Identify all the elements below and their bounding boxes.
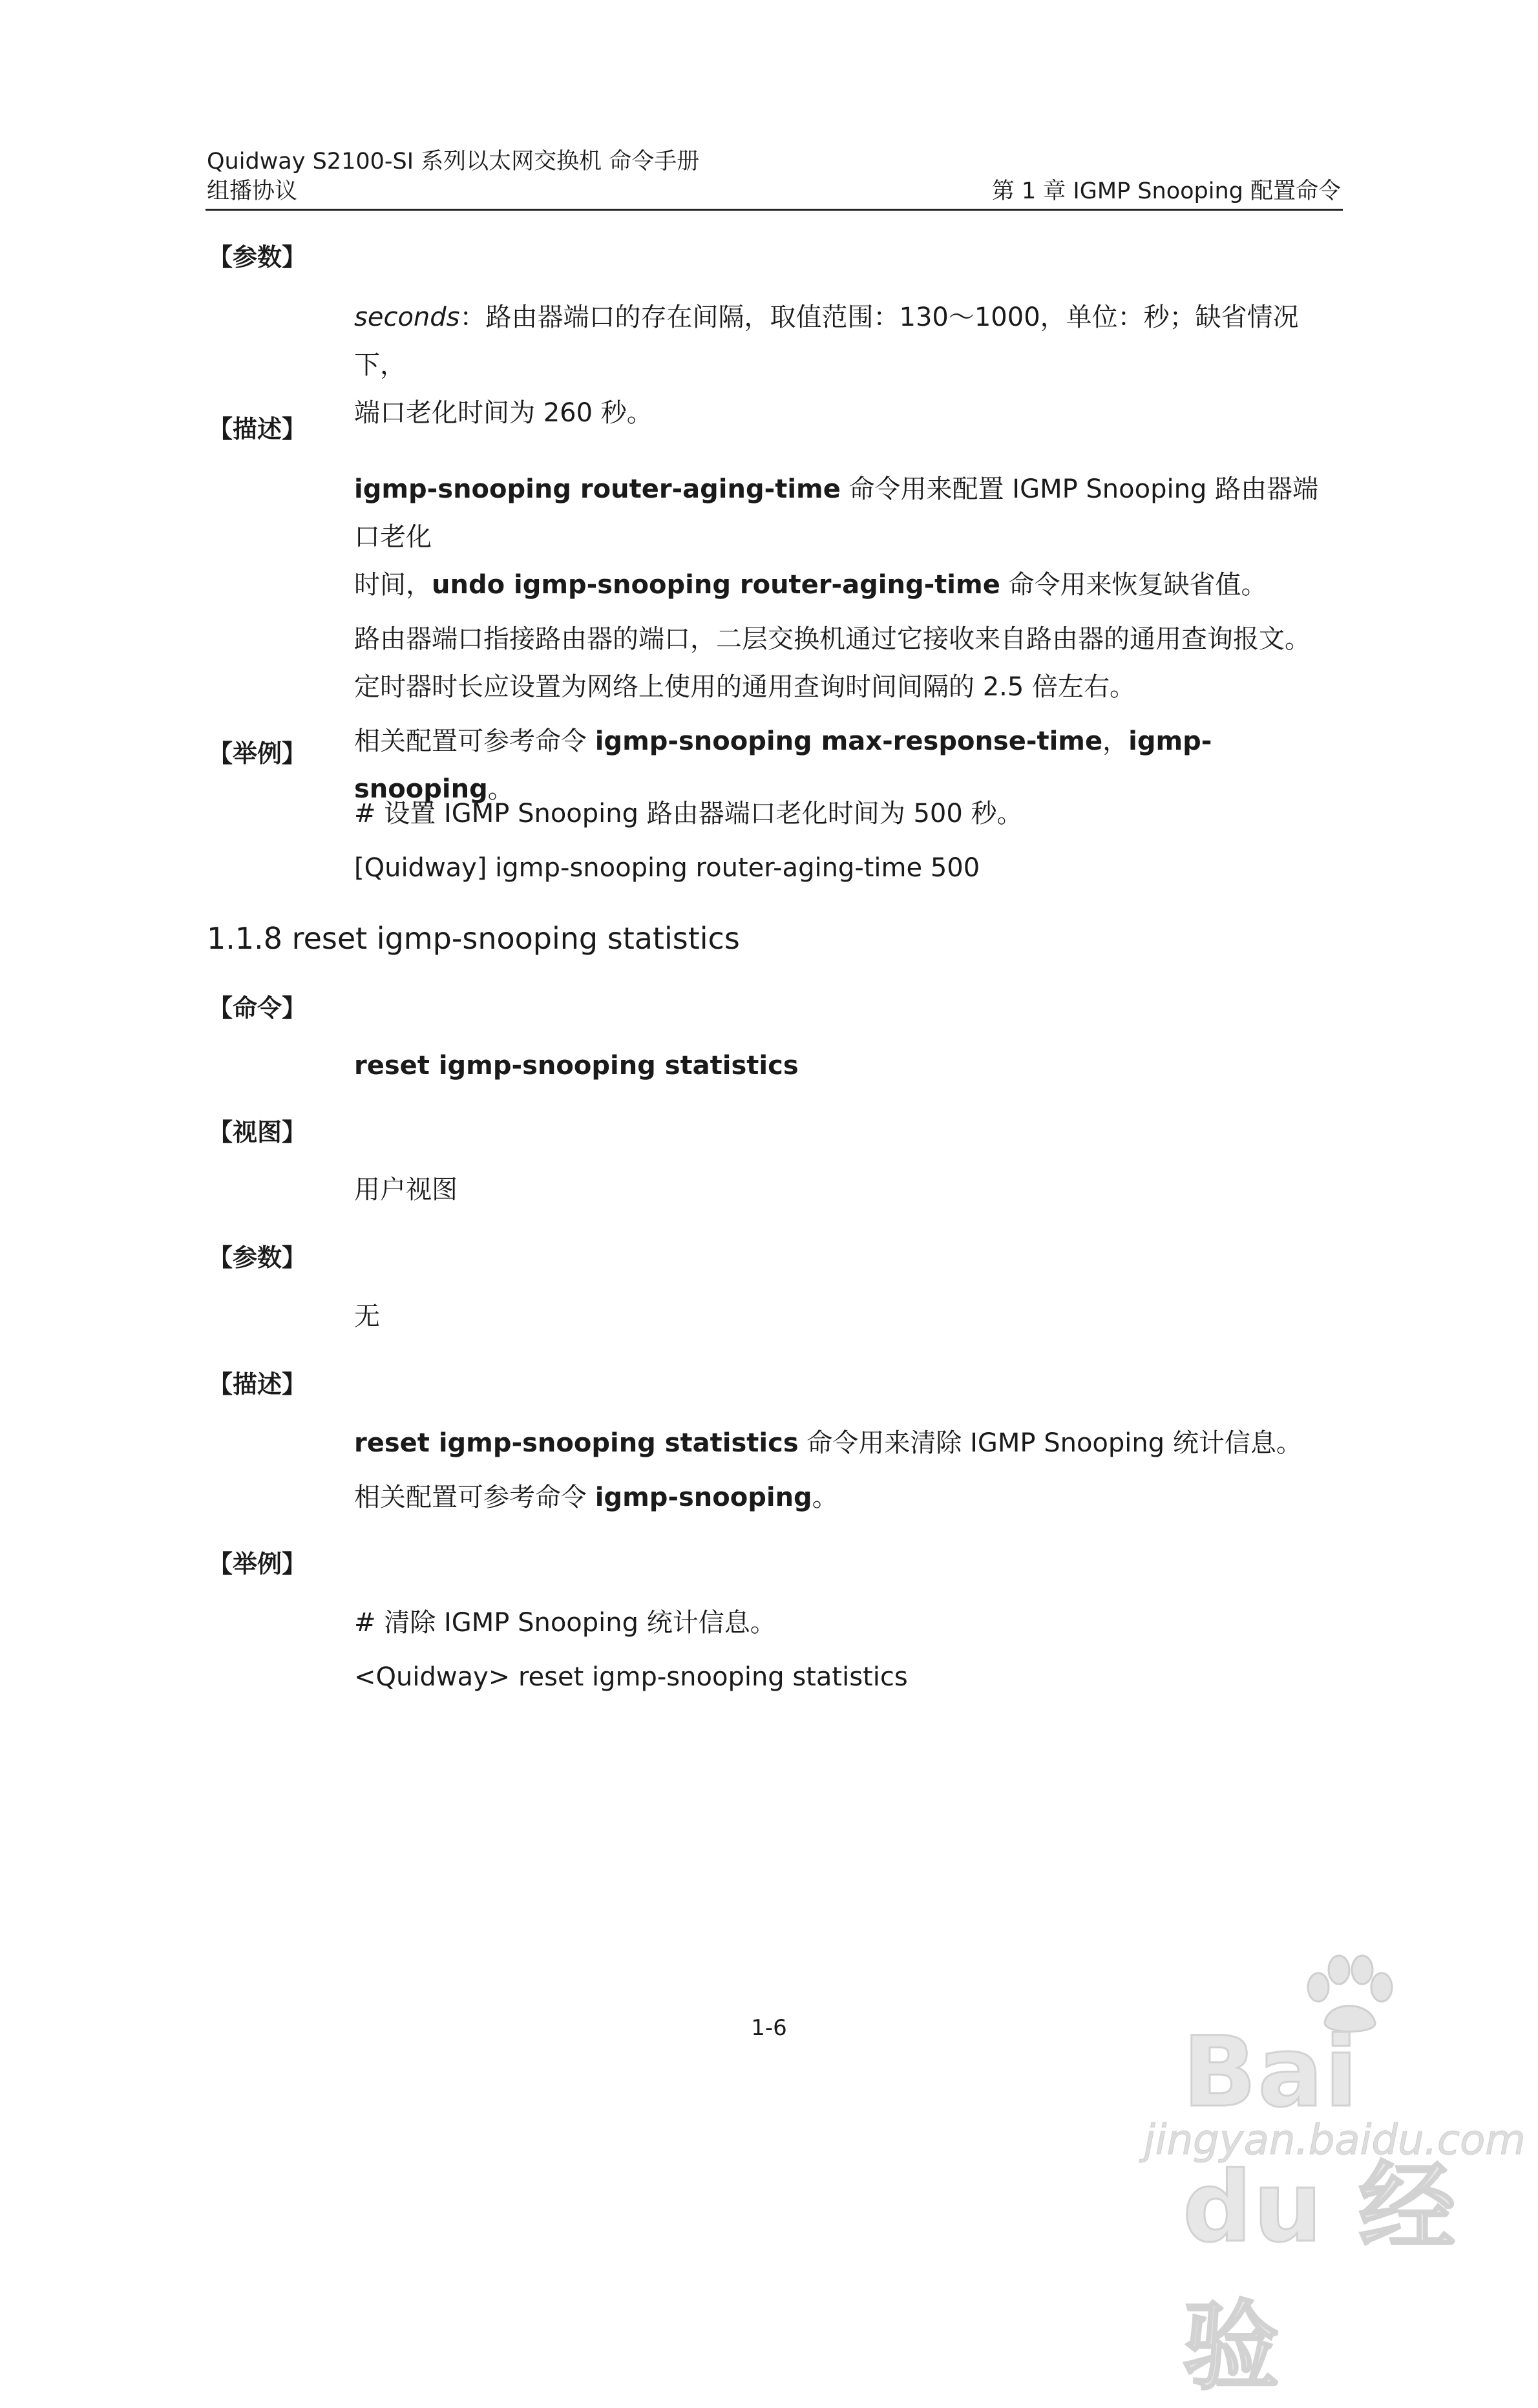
related-text: 相关配置可参考命令 — [354, 1483, 595, 1512]
param-line-2: 端口老化时间为 260 秒。 — [354, 398, 653, 428]
command-syntax — [354, 1042, 1343, 1090]
example-comment: # 设置 IGMP Snooping 路由器端口老化时间为 500 秒。 — [354, 799, 1023, 829]
param-label: 【参数】 — [208, 1243, 307, 1272]
separator: ， — [1102, 726, 1129, 756]
view-label: 【视图】 — [208, 1118, 307, 1146]
example-label: 【举例】 — [208, 1550, 307, 1578]
related-text: 相关配置可参考命令 — [354, 726, 595, 756]
example-comment: # 清除 IGMP Snooping 统计信息。 — [354, 1608, 776, 1638]
description-text: 命令用来配置 IGMP Snooping 路由器端口老化 — [354, 474, 1319, 552]
description-label: 【描述】 — [208, 415, 307, 443]
description-line-1 — [354, 1419, 1343, 1467]
example-block — [354, 790, 1343, 892]
param-term: seconds — [354, 302, 460, 332]
period: 。 — [812, 1483, 838, 1512]
example-label: 【举例】 — [208, 739, 307, 768]
related-command: igmp-snooping max-response-time — [595, 726, 1103, 756]
description-text: 命令用来恢复缺省值。 — [1000, 570, 1267, 600]
param-description — [354, 293, 1343, 437]
command-name: reset igmp-snooping statistics — [354, 1051, 799, 1081]
example-command: [Quidway] igmp-snooping router-aging-time 500 — [354, 853, 980, 883]
command-name: igmp-snooping router-aging-time — [354, 474, 841, 504]
description-label: 【描述】 — [208, 1370, 307, 1399]
related-commands — [354, 1473, 1343, 1521]
example-block — [354, 1599, 1343, 1701]
description-text: 命令用来清除 IGMP Snooping 统计信息。 — [798, 1428, 1302, 1458]
description-block — [354, 465, 1343, 813]
description-line-2 — [354, 561, 1343, 609]
command-label: 【命令】 — [208, 994, 307, 1022]
related-command: igmp-snooping — [354, 726, 1212, 804]
param-text: 无 — [354, 1302, 380, 1331]
command-name: reset igmp-snooping statistics — [354, 1428, 799, 1458]
page-number: 1-6 — [751, 2015, 787, 2041]
baidu-watermark — [1105, 1952, 1526, 2403]
chapter-title: 第 1 章 IGMP Snooping 配置命令 — [991, 178, 1341, 204]
param-line-1 — [354, 293, 1343, 389]
manual-title: Quidway S2100-SI 系列以太网交换机 命令手册 — [207, 149, 700, 174]
view-text: 用户视图 — [354, 1175, 458, 1205]
param-label: 【参数】 — [208, 243, 307, 271]
description-line-4: 定时器时长应设置为网络上使用的通用查询时间间隔的 2.5 倍左右。 — [354, 672, 1136, 702]
related-command: igmp-snooping — [595, 1483, 812, 1512]
header-divider — [205, 209, 1343, 211]
description-line-3: 路由器端口指接路由器的端口，二层交换机通过它接收来自路由器的通用查询报文。 — [354, 624, 1311, 654]
description-block — [354, 1419, 1343, 1521]
description-line-1 — [354, 465, 1343, 561]
description-text: 时间， — [354, 570, 432, 600]
watermark-url: jingyan.baidu.com — [1144, 2117, 1526, 2164]
section-heading: 1.1.8 reset igmp-snooping statistics — [207, 921, 740, 956]
undo-command-name: undo igmp-snooping router-aging-time — [432, 570, 1000, 600]
example-command: <Quidway> reset igmp-snooping statistics — [354, 1662, 908, 1692]
param-text: ：路由器端口的存在间隔，取值范围：130～1000，单位：秒；缺省情况下， — [354, 302, 1299, 380]
period: 。 — [487, 774, 514, 804]
section-name: 组播协议 — [207, 178, 298, 204]
watermark-logo: Bai du 经验 — [1183, 2016, 1457, 2403]
